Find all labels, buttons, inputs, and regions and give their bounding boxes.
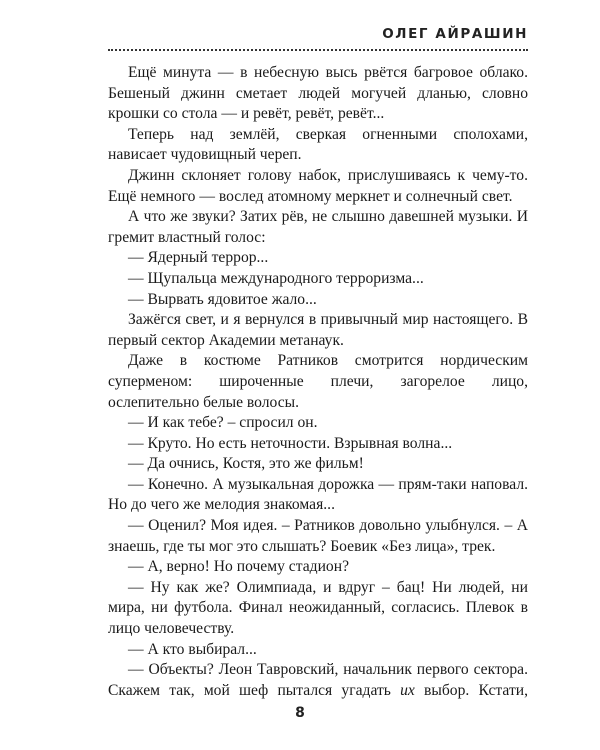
paragraph: — А, верно! Но почему стадион? — [128, 558, 349, 576]
paragraph: — Конечно. А музыкальная дорожка — прям-таки наповал. Но до чего же мелодия знакомая... — [108, 475, 528, 514]
body-text — [108, 63, 528, 701]
header-dotted-rule — [108, 49, 528, 51]
paragraph-text: — Объекты? Леон Тавровский, начальник первого сектора. Скажем так, мой шеф пытался угадать — [108, 661, 528, 699]
running-title: ОЛЕГ АЙРАШИН — [382, 26, 528, 42]
paragraph: Джинн склоняет голову набок, прислушиваясь к чему-то. Ещё немного — вослед атомному меркнет и солнечный свет. — [108, 166, 528, 205]
paragraph: — Вырвать ядовитое жало... — [128, 290, 317, 308]
paragraph: Ещё минута — в небесную высь рвётся багровое облако. Бешеный джинн сметает людей могучей дланью, словно крошки со стола — и ревёт, ревёт, ревёт... — [108, 64, 528, 123]
page-number: 8 — [295, 705, 305, 721]
paragraph: Зажёгся свет, и я вернулся в привычный мир настоящего. В первый сектор Академии метанаук. — [108, 311, 528, 349]
paragraph: — А кто выбирал... — [128, 640, 257, 658]
paragraph: А что же звуки? Затих рёв, не слышно давешней музыки. И гремит властный голос: — [108, 208, 528, 246]
paragraph: — Да очнись, Костя, это же фильм! — [128, 455, 364, 473]
paragraph: — Ядерный террор... — [128, 249, 269, 267]
paragraph: — И как тебе? – спросил он. — [128, 414, 318, 432]
paragraph-continued — [108, 660, 528, 701]
paragraph: — Щупальца международного терроризма... — [128, 269, 424, 287]
emphasis-text: их — [400, 681, 415, 699]
paragraph: — Круто. Но есть неточности. Взрывная волна... — [128, 434, 453, 452]
paragraph: — Ну как же? Олимпиада, и вдруг – бац! Ни людей, ни мира, ни футбола. Финал неожиданный, согласись. Плевок в лицо человечеству. — [108, 578, 528, 638]
paragraph: Даже в костюме Ратников смотрится нордическим суперменом: широченные плечи, загорелое лицо, ослепительно белые волосы. — [108, 352, 528, 411]
paragraph-tail: выбор. Кстати, — [414, 681, 529, 699]
paragraph: — Оценил? Моя идея. – Ратников довольно улыбнулся. – А знаешь, где ты мог это слышать? Боевик «Без лица», трек. — [108, 517, 528, 555]
paragraph: Теперь над землёй, сверкая огненными сполохами, нависает чудовищный череп. — [108, 125, 528, 164]
